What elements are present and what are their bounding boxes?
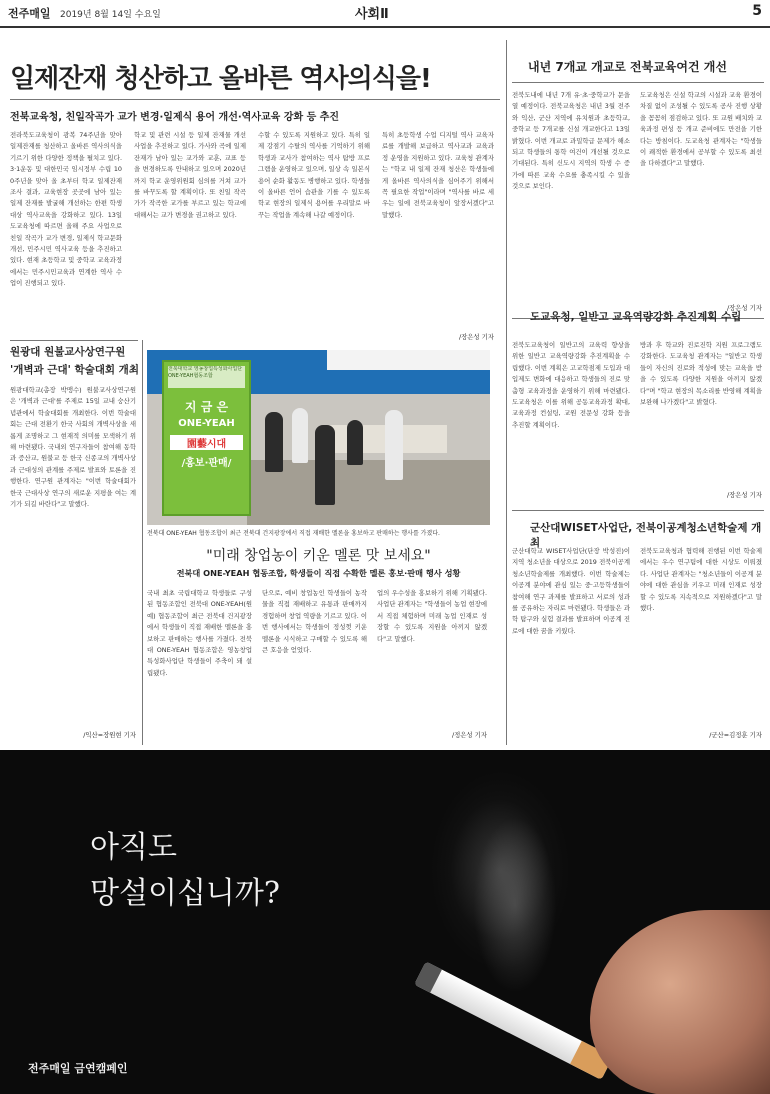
right-top-column-1: 전북도내에 내년 7개 유·초·중학교가 문을 열 예정이다. 전북교육청은 내년 3월 전주와 익산, 군산 지역에 유치원과 초등학교, 중학교 등 7개교를 신설 개교한다고 13일 밝혔다. 이번 개교로 과밀학급 문제가 해소되고 학생들의 통학 여건이 개선될 것으로 기대된다. 특히 신도시 지역의 학생 수 증가에 따른 교육 수요를 충족시킬 수 있을 것으로 보인다. xyxy=(512,91,630,191)
right-mid-column-2: 방과 후 학교와 진로진학 지원 프로그램도 강화한다. 도교육청 관계자는 "일반고 학생들이 자신의 진로와 적성에 맞는 교육을 받을 수 있도록 다양한 지원을 아끼지 않겠다"며 "학교 현장의 목소리를 반영해 계획을 보완해 나가겠다"고 밝혔다. xyxy=(640,341,762,407)
right-bot-byline: /군산=김정훈 기자 xyxy=(709,731,762,739)
left-side-title-1: 원광대 원불교사상연구원 xyxy=(10,346,126,358)
poster-line-3: 園藝시대 xyxy=(170,435,243,450)
divider xyxy=(10,340,138,341)
promo-poster xyxy=(162,360,251,516)
photo-tent-white xyxy=(327,350,490,370)
main-column-4: 특히 초등학생 수업 디지털 역사 교육자료를 개발해 보급하고 역사교과 교육과정 운영을 지원하고 있다. 교육청 관계자는 "학교 내 일제 잔재 청산은 학생들에게 올바른 역사의식을 심어주기 위해서 꼭 필요한 작업"이라며 "역사를 바로 세우는 일에 전북교육청이 앞장서겠다"고 말했다. xyxy=(382,131,494,219)
feature-column-3: 업의 우수성을 홍보하기 위해 기획됐다. 사업단 관계자는 "학생들이 농업 현장에서 직접 체험하며 미래 농업 인재로 성장할 수 있도록 지원을 아끼지 않겠다"고 말했다. xyxy=(377,589,487,643)
main-headline: 일제잔재 청산하고 올바른 역사의식을! xyxy=(10,64,431,94)
no-smoking-ad xyxy=(0,750,770,1094)
page-number: 5 xyxy=(752,3,762,19)
feature-subhead: 전북대 ONE-YEAH 협동조합, 학생들이 직접 수확한 멜론 홍보·판매 행사 성황 xyxy=(176,568,461,578)
right-top-byline: /장은성 기자 xyxy=(726,304,762,312)
photo-person xyxy=(265,412,283,472)
right-bot-title: 군산대WISET사업단, 전북이공계청소년학술제 개최 xyxy=(530,522,762,549)
hand-graphic xyxy=(590,910,770,1094)
photo-caption: 전북대 ONE-YEAH 협동조합이 최근 전북대 건지광장에서 직접 재배한 멜론을 홍보하고 판매하는 행사를 가졌다. xyxy=(147,530,440,537)
photo-person xyxy=(315,425,335,505)
photo-person xyxy=(347,420,363,465)
divider xyxy=(10,99,500,100)
main-column-2: 학교 및 관련 시설 등 일제 잔재물 개선 사업을 추진하고 있다. 가사와 곡에 일제 잔재가 남아 있는 교가와 교훈, 교표 등을 변경하도록 안내하고 있으며 2020년까지 학교 운영위원회 심의를 거쳐 교가를 바꾸도록 할 계획이다. 또 친일 작곡가가 작곡한 교가를 부르고 있는 학교에 대해서는 교가 변경을 권고하고 있다. xyxy=(134,131,246,219)
campaign-label: 전주매일 금연캠페인 xyxy=(28,1062,128,1075)
right-mid-byline: /장은성 기자 xyxy=(726,491,762,499)
main-column-3: 수할 수 있도록 지원하고 있다. 특히 일제 강점기 수탈의 역사를 기억하기 위해 학생과 교사가 참여하는 역사 탐방 프로그램을 운영하고 있으며, 일상 속 일본식 용어 순화 활동도 병행하고 있다. 학생들이 올바른 언어 습관을 기를 수 있도록 학교 현장의 일제식 용어를 우리말로 바꾸는 작업을 계속해 나갈 예정이다. xyxy=(258,131,370,219)
poster-line-2: ONE-YEAH xyxy=(178,418,235,429)
feature-column-2: 단으로, 예비 창업농인 학생들이 농작물을 직접 재배하고 유통과 판매까지 경험하며 창업 역량을 기르고 있다. 이번 행사에서는 학생들이 정성껏 키운 멜론을 시식하고 구매할 수 있도록 해 큰 호응을 얻었다. xyxy=(262,589,367,655)
newspaper-name: 전주매일 xyxy=(8,7,51,20)
left-side-body: 원광대학교(총장 박맹수) 원불교사상연구원은 '개벽과 근대'를 주제로 15일 교내 숭산기념관에서 학술대회를 개최한다. 이번 학술대회는 근대 전환기 한국 사회의 개벽사상을 새롭게 조명하고 그 현재적 의미를 모색하기 위해 마련됐다. 국내외 연구자들이 참여해 동학과 증산교, 원불교 등 한국 신종교의 개벽사상과 근대성의 관계를 주제로 발표와 토론을 진행한다. 연구원 관계자는 "이번 학술대회가 한국 근대사상 연구의 새로운 지평을 여는 계기가 되길 바란다"고 말했다. xyxy=(10,386,136,509)
right-top-title: 내년 7개교 개교로 전북교육여건 개선 xyxy=(528,60,727,74)
divider xyxy=(512,82,764,83)
right-mid-title: 도교육청, 일반고 교육역량강화 추진계획 수립 xyxy=(530,311,742,323)
main-byline: /장은성 기자 xyxy=(458,333,494,341)
page-header xyxy=(0,0,770,28)
cigarette-ash xyxy=(414,961,442,992)
section-name: 사회Ⅱ xyxy=(355,7,389,22)
photo-ground xyxy=(247,460,490,525)
right-top-column-2: 도교육청은 신설 학교의 시설과 교육 환경이 차질 없이 조성될 수 있도록 공사 진행 상황을 꼼꼼히 점검하고 있다. 또 교원 배치와 교육과정 편성 등 개교 준비에도 만전을 기한다는 방침이다. 도교육청 관계자는 "학생들이 쾌적한 환경에서 공부할 수 있도록 최선을 다하겠다"고 말했다. xyxy=(640,91,762,168)
right-bot-column-2: 전북도교육청과 협력해 진행된 이번 학술제에서는 우수 연구팀에 대한 시상도 이뤄졌다. 사업단 관계자는 "청소년들이 이공계 분야에 대한 관심을 키우고 미래 인재로 성장할 수 있도록 지속적으로 지원하겠다"고 말했다. xyxy=(640,547,762,613)
poster-line-4: /홍보·판매/ xyxy=(181,458,232,469)
photo-person xyxy=(292,408,308,463)
feature-column-1: 국내 최초 국립대학교 학생들로 구성된 협동조합인 전북대 ONE-YEAH(원예) 협동조합이 최근 전북대 건지광장에서 학생들이 직접 재배한 멜론을 홍보하고 판매하는 행사를 가졌다. 전북대 ONE-YEAH 협동조합은 영농창업특성화사업단 학생들이 주축이 돼 설립됐다. xyxy=(147,589,252,677)
ad-message xyxy=(90,825,410,917)
divider xyxy=(512,510,764,511)
left-side-title-2: '개벽과 근대' 학술대회 개최 xyxy=(10,364,139,376)
ad-message-line-2: 망설이십니까? xyxy=(90,876,280,911)
feature-byline: /정은성 기자 xyxy=(451,731,487,739)
smoke-graphic xyxy=(470,810,560,1000)
column-separator xyxy=(506,40,507,745)
feature-quote: "미래 창업농이 키운 멜론 맛 보세요" xyxy=(206,548,431,564)
photo-person xyxy=(385,410,403,480)
ad-message-line-1: 아직도 xyxy=(90,830,177,865)
issue-date: 2019년 8월 14일 수요일 xyxy=(60,10,161,20)
column-separator xyxy=(142,340,143,745)
poster-header: 전북대학교 영농창업특성화사업단 ONE-YEAH협동조합 xyxy=(168,366,245,388)
main-column-1: 전라북도교육청이 광복 74주년을 맞아 일제잔재를 청산하고 올바른 역사의식을 기르기 위한 다양한 정책을 펼치고 있다. 3·1운동 및 대한민국 임시정부 수립 100주년을 맞아 올 초부터 학교 일제잔재 조사 결과, 교육현장 곳곳에 남아 있는 일제 잔재를 발굴해 개선하는 한편 학생 대상 역사교육을 강화하고 있다. 13일 도교육청에 따르면 올해 주요 사업으로 친일 작곡가 교가 변경, 일제식 학교문화 개선, 민주시민 역사교육 등을 추진하고 있다. 현재 초등학교 및 중학교 교육과정에서는 민주시민교육과 연계한 역사 수업이 진행되고 있다. xyxy=(10,131,122,288)
poster-line-1: 지 금 은 xyxy=(184,400,229,414)
right-mid-column-1: 전북도교육청이 일반고의 교육력 향상을 위한 일반고 교육역량강화 추진계획을 수립했다. 이번 계획은 고교학점제 도입과 대입제도 변화에 대응하고 학생들의 진로 맞춤형 교육과정을 운영하기 위해 마련됐다. 도교육청은 이를 위해 공동교육과정 확대, 교육과정 컨설팅, 교원 전문성 강화 등을 추진할 계획이다. xyxy=(512,341,630,429)
left-side-byline: /익산=장원현 기자 xyxy=(83,731,136,739)
right-bot-column-1: 군산대학교 WISET사업단(단장 박성진)이 지역 청소년을 대상으로 2019 전북이공계청소년학술제를 개최했다. 이번 학술제는 이공계 분야에 관심 있는 중·고등학생들이 참여해 연구 과제를 발표하고 서로의 성과를 공유하는 자리로 마련됐다. 학생들은 과학 탐구와 실험 결과를 발표하며 이공계 진로에 대한 꿈을 키웠다. xyxy=(512,547,630,635)
main-subhead: 전북교육청, 친일작곡가 교가 변경·일제식 용어 개선·역사교육 강화 등 추진 xyxy=(10,112,340,123)
event-photo xyxy=(147,350,490,525)
